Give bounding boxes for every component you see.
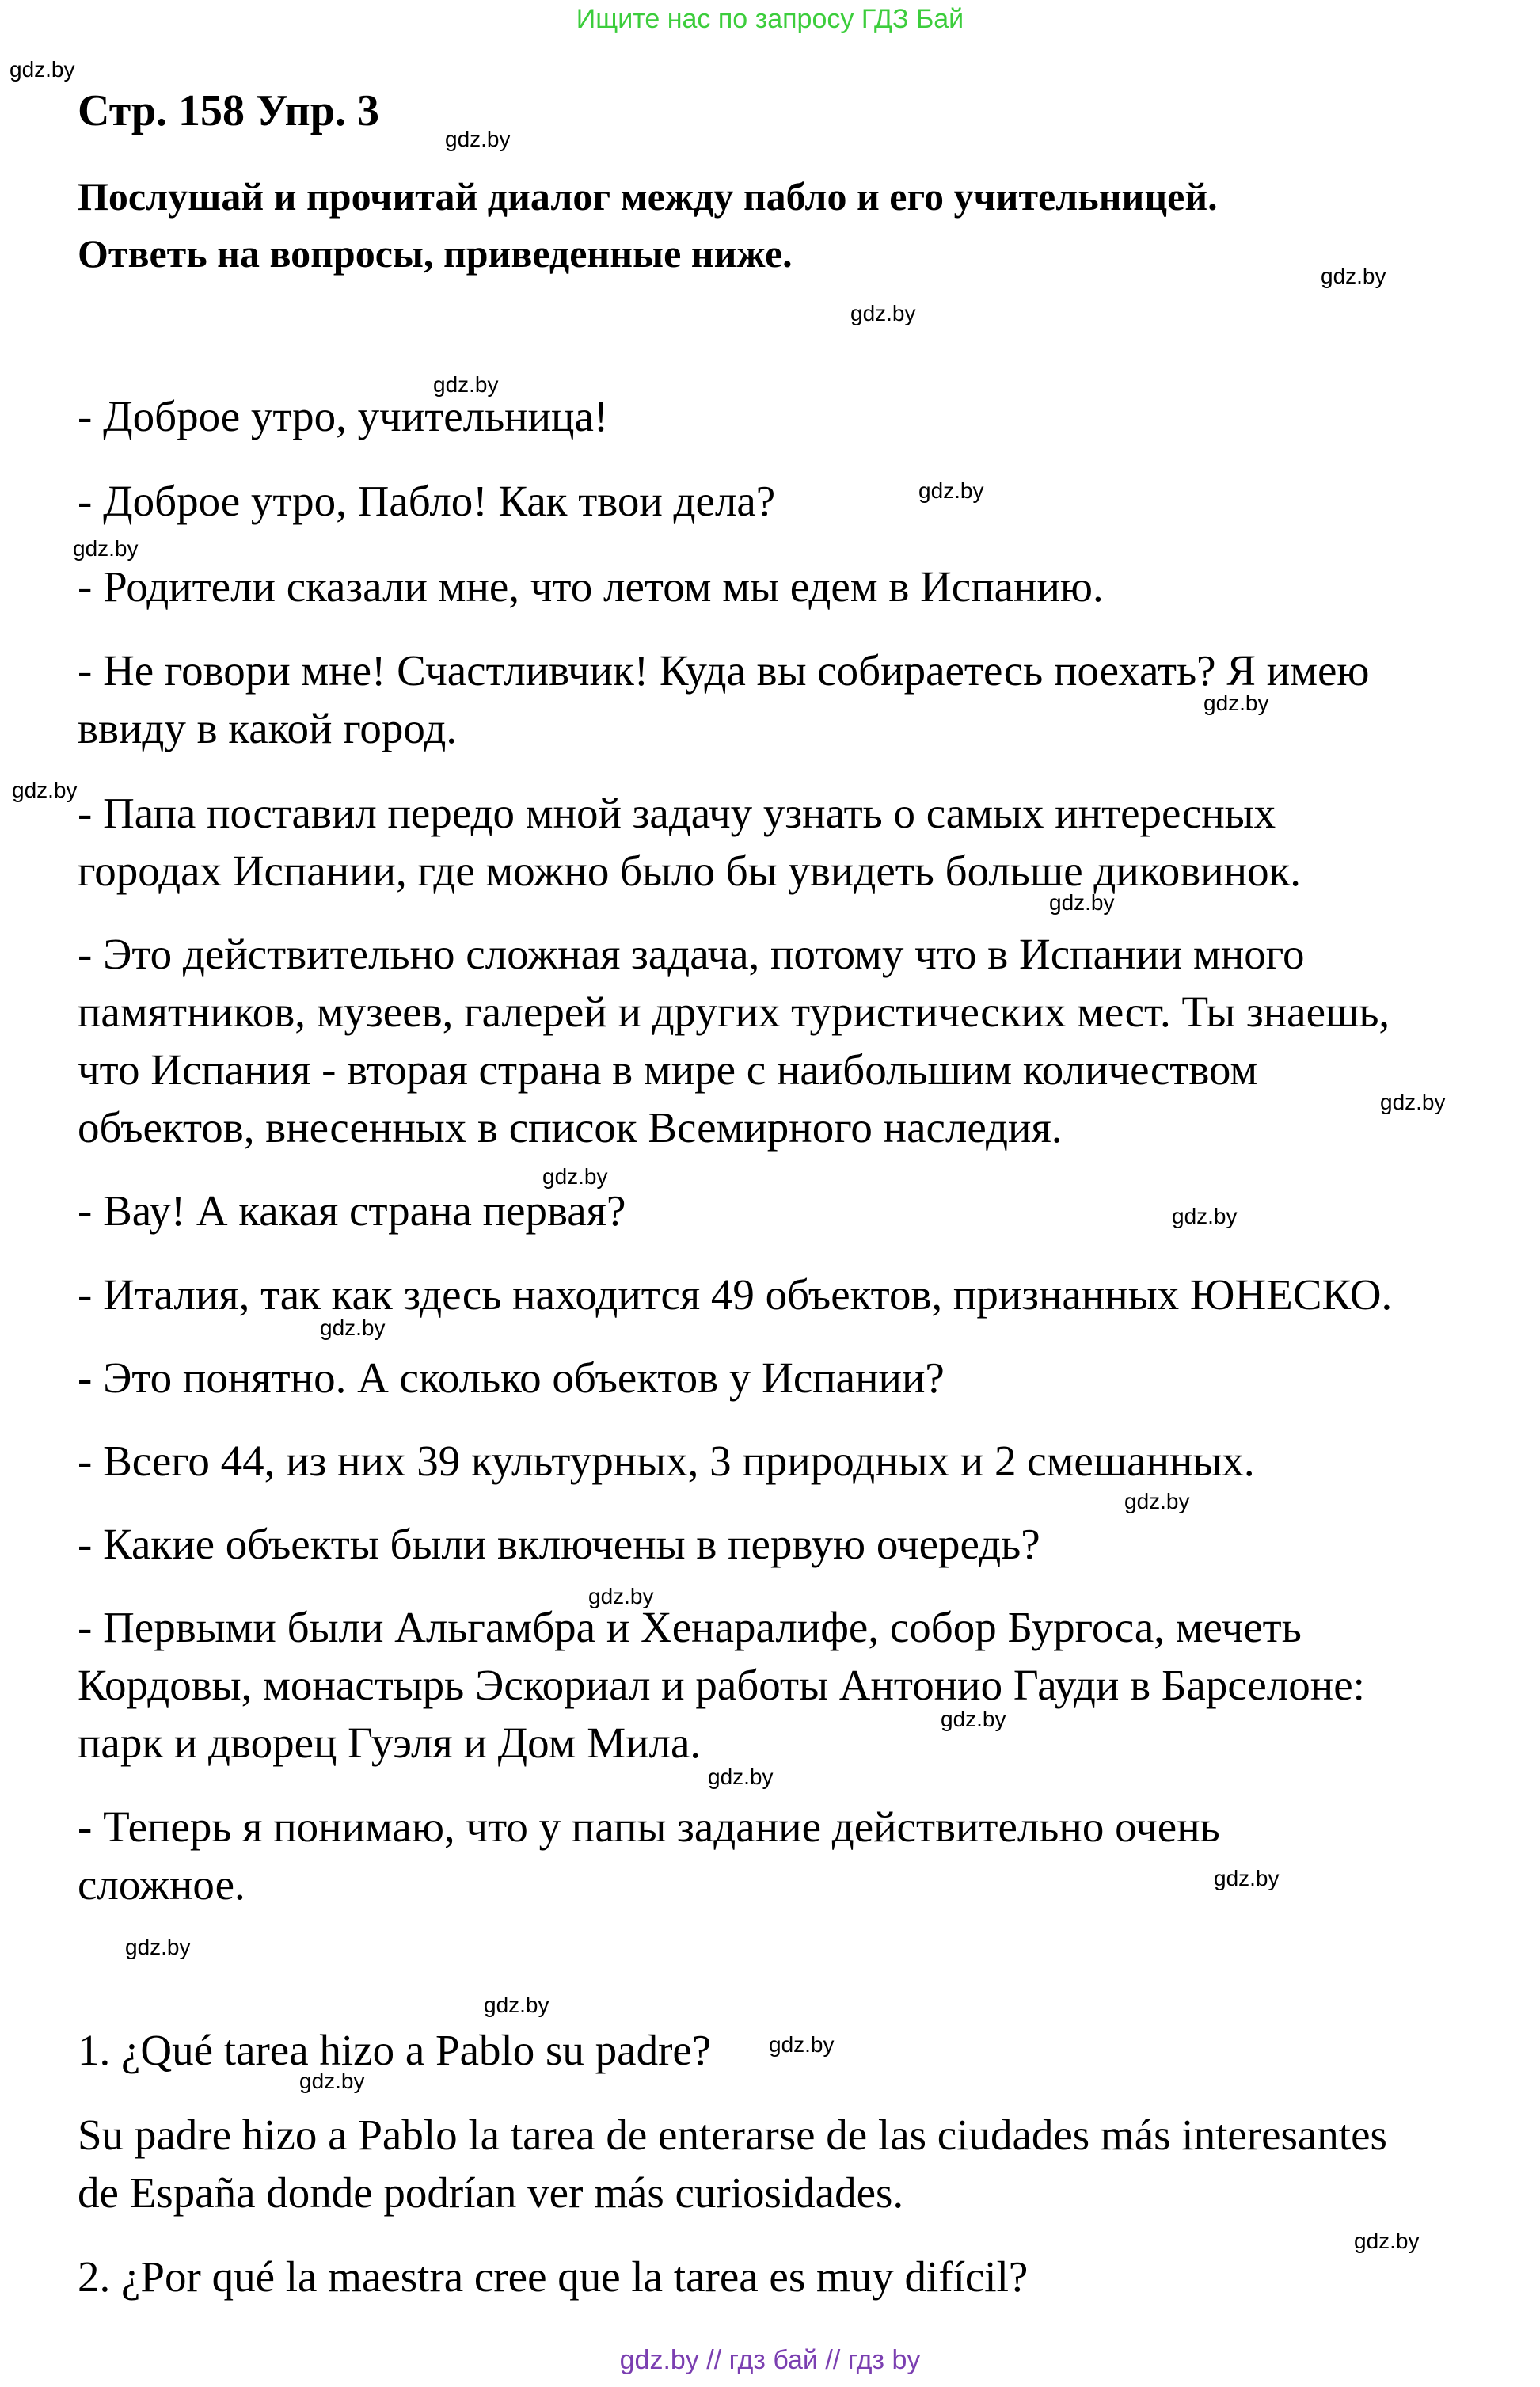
watermark: gdz.by [433, 372, 499, 397]
watermark: gdz.by [918, 478, 984, 503]
dialog-line: что Испания - вторая страна в мире с наибольшим количеством [78, 1045, 1258, 1094]
watermark: gdz.by [1321, 264, 1386, 288]
dialog-line: памятников, музеев, галерей и других туристических мест. Ты знаешь, [78, 988, 1390, 1036]
bottom-banner[interactable]: gdz.by // гдз бай // гдз by [619, 2345, 921, 2375]
dialog-line: объектов, внесенных в список Всемирного наследия. [78, 1103, 1063, 1152]
watermark: gdz.by [1203, 691, 1269, 715]
watermark: gdz.by [1380, 1090, 1446, 1114]
watermark: gdz.by [542, 1164, 608, 1189]
watermark: gdz.by [769, 2032, 835, 2057]
dialog-line: - Не говори мне! Счастливчик! Куда вы собираетесь поехать? Я имею [78, 646, 1370, 695]
page-title: Стр. 158 Упр. 3 [78, 86, 379, 135]
watermark: gdz.by [10, 57, 75, 82]
answer-1: de España donde podrían ver más curiosidades. [78, 2168, 904, 2217]
dialog-line: - Это понятно. А сколько объектов у Испании? [78, 1353, 945, 1402]
top-banner[interactable]: Ищите нас по запросу ГДЗ Бай [576, 4, 964, 34]
watermark: gdz.by [125, 1935, 191, 1959]
watermark: gdz.by [73, 536, 139, 561]
watermark: gdz.by [445, 127, 511, 151]
watermark: gdz.by [850, 301, 916, 326]
watermark: gdz.by [708, 1765, 774, 1789]
task-instruction [78, 168, 1503, 282]
dialog-line: парк и дворец Гуэля и Дом Мила. [78, 1719, 702, 1767]
watermark: gdz.by [1214, 1866, 1280, 1890]
task-line: Послушай и прочитай диалог между пабло и его учительницей. [78, 174, 1218, 219]
dialog-line: - Всего 44, из них 39 культурных, 3 природных и 2 смешанных. [78, 1437, 1255, 1485]
question-1: 1. ¿Qué tarea hizo a Pablo su padre? [78, 2026, 712, 2074]
dialog-line: ввиду в какой город. [78, 704, 458, 752]
dialog-line: - Вау! А какая страна первая? [78, 1186, 626, 1235]
watermark: gdz.by [1354, 2229, 1420, 2253]
watermark: gdz.by [299, 2069, 365, 2093]
dialog-line: - Какие объекты были включены в первую очередь? [78, 1520, 1040, 1568]
watermark: gdz.by [588, 1584, 654, 1608]
dialog-line: - Доброе утро, учительница! [78, 392, 609, 440]
dialog-line: - Родители сказали мне, что летом мы едем в Испанию. [78, 562, 1104, 611]
dialog-line: сложное. [78, 1860, 245, 1909]
watermark: gdz.by [1124, 1489, 1190, 1513]
dialog-line: - Первыми были Альгамбра и Хенаралифе, собор Бургоса, мечеть [78, 1603, 1302, 1651]
task-line: Ответь на вопросы, приведенные ниже. [78, 231, 793, 276]
dialog-line: городах Испании, где можно было бы увидеть больше диковинок. [78, 847, 1302, 895]
dialog-line: - Папа поставил передо мной задачу узнать о самых интересных [78, 789, 1276, 837]
dialog-line: - Италия, так как здесь находится 49 объектов, признанных ЮНЕСКО. [78, 1270, 1393, 1319]
watermark: gdz.by [941, 1707, 1006, 1731]
question-2: 2. ¿Por qué la maestra cree que la tarea es muy difícil? [78, 2252, 1029, 2301]
dialog-line: - Теперь я понимаю, что у папы задание действительно очень [78, 1803, 1220, 1851]
watermark: gdz.by [12, 778, 78, 802]
watermark: gdz.by [1172, 1204, 1238, 1228]
watermark: gdz.by [484, 1993, 549, 2017]
dialog-line: - Доброе утро, Пабло! Как твои дела? [78, 477, 776, 525]
watermark: gdz.by [1049, 890, 1115, 915]
watermark: gdz.by [320, 1315, 386, 1340]
dialog-line: Кордовы, монастырь Эскориал и работы Антонио Гауди в Барселоне: [78, 1661, 1365, 1709]
dialog-line: - Это действительно сложная задача, потому что в Испании много [78, 930, 1305, 978]
answer-1: Su padre hizo a Pablo la tarea de enterarse de las ciudades más interesantes [78, 2111, 1387, 2159]
